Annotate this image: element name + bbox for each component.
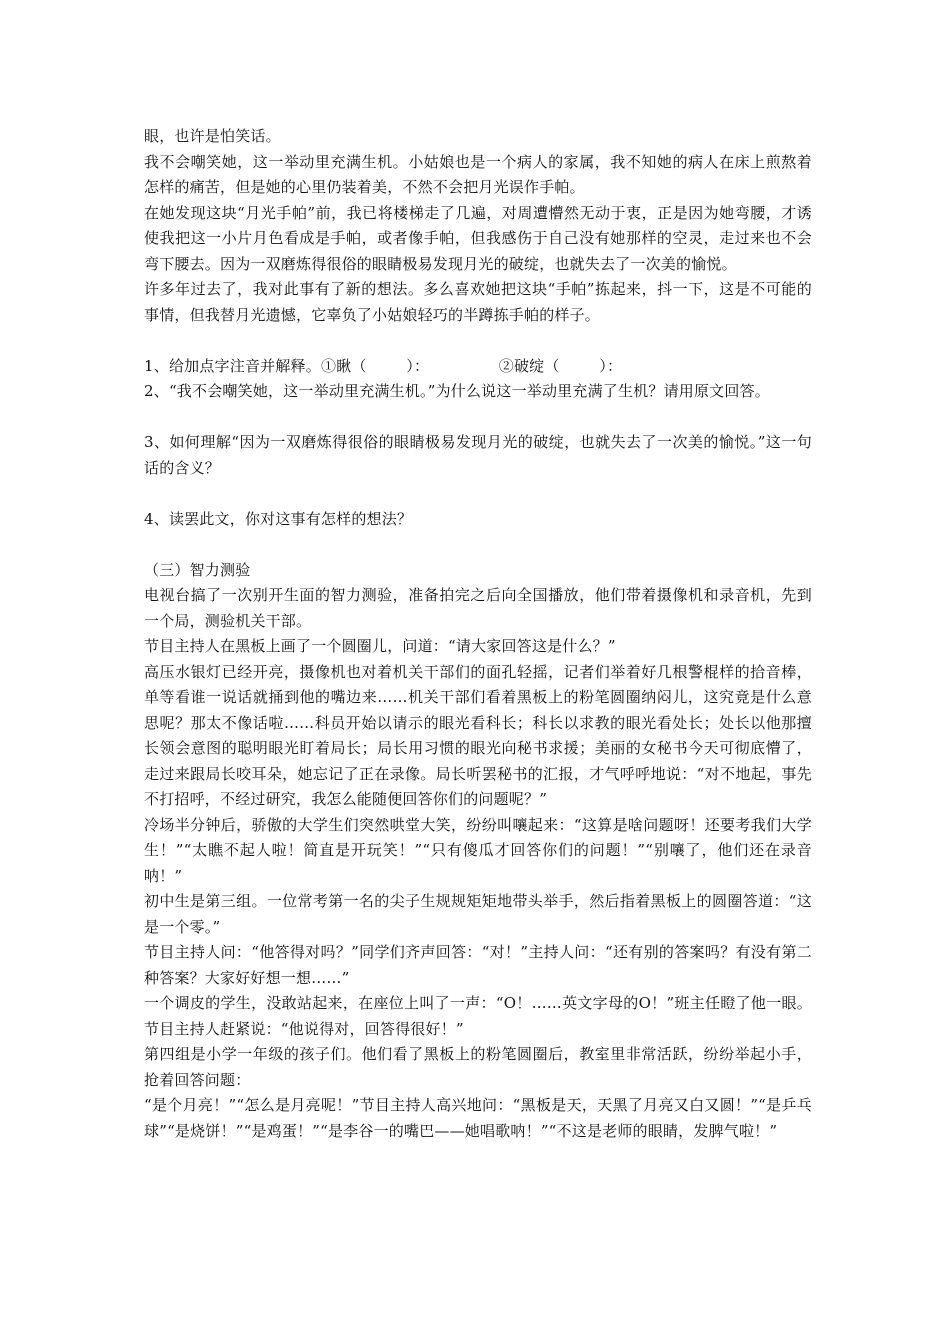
question-4: 4、读罢此文，你对这事有怎样的想法？ [144, 509, 413, 528]
question-1: 1、给加点字注音并解释。①瞅（ ）： ②破绽（ ）： [144, 356, 623, 375]
spacer [144, 481, 812, 507]
section-title: （三）智力测验 [144, 560, 251, 579]
paragraph: 节目主持人问：“他答得对吗？”同学们齐声回答：“对！”主持人问：“还有别的答案吗？有没有第二种答案？大家好好想一想……” [144, 943, 812, 987]
paragraph: 在她发现这块“月光手帕”前，我已将楼梯走了几遍，对周遭懵然无动于衷，正是因为她弯腰，才诱使我把这一小片月色看成是手帕，或者像手帕，但我感伤于自己没有她那样的空灵，走过来也不会弯下腰去。因为一双磨炼得很俗的眼睛极易发现月光的破绽，也就失去了一次美的愉悦。 [144, 203, 812, 273]
paragraph: 冷场半分钟后，骄傲的大学生们突然哄堂大笑，纷纷叫嚷起来：“这算是啥问题呀！还要考我们大学生！”“太瞧不起人啦！简直是开玩笑！”“只有傻瓜才回答你们的问题！”“别嚷了，他们还在录音呐！” [144, 815, 812, 885]
paragraph: 高压水银灯已经开亮，摄像机也对着机关干部们的面孔轻摇，记者们举着好几根警棍样的拾音棒，单等看谁一说话就捅到他的嘴边来……机关干部们看着黑板上的粉笔圆圈纳闷儿，这究竟是什么意思呢？那太不像话啦……科员开始以请示的眼光看科长；科长以求教的眼光看处长；处长以他那擅长领会意图的聪明眼光盯着局长；局长用习惯的眼光向秘书求援；美丽的女秘书今天可彻底懵了，走过来跟局长咬耳朵，她忘记了正在录像。局长听罢秘书的汇报，才气呼呼地说：“对不地起，事先不打招呼，不经过研究，我怎么能随便回答你们的问题呢？” [144, 662, 812, 808]
spacer [144, 328, 812, 354]
paragraph: 电视台搞了一次别开生面的智力测验，准备拍完之后向全国播放，他们带着摄像机和录音机，先到一个局，测验机关干部。 [144, 586, 812, 630]
paragraph: 许多年过去了，我对此事有了新的想法。多么喜欢她把这块“手帕”拣起来，抖一下，这是不可能的事情，但我替月光遗憾，它辜负了小姑娘轻巧的半蹲拣手帕的样子。 [144, 280, 812, 324]
question-2: 2、“我不会嘲笑她，这一举动里充满生机。”为什么说这一举动里充满了生机？请用原文回答。 [144, 382, 770, 400]
spacer [144, 532, 812, 558]
paragraph: 眼，也许是怕笑话。 [144, 127, 281, 145]
document-body [144, 124, 812, 1144]
paragraph: “是个月亮！”“怎么是月亮呢！”节目主持人高兴地问：“黑板是天，天黑了月亮又白又圆！”“是乒乓球”“是烧饼！”“是鸡蛋！”“是李谷一的嘴巴——她唱歌呐！”“不这是老师的眼睛，发脾气啦！” [144, 1096, 812, 1140]
paragraph: 我不会嘲笑她，这一举动里充满生机。小姑娘也是一个病人的家属，我不知她的病人在床上煎熬着怎样的痛苦，但是她的心里仍装着美，不然不会把月光误作手帕。 [144, 152, 812, 196]
paragraph: 初中生是第三组。一位常考第一名的尖子生规规矩矩地带头举手，然后指着黑板上的圆圈答道：“这是一个零。” [144, 892, 812, 936]
question-3: 3、如何理解“因为一双磨炼得很俗的眼睛极易发现月光的破绽，也就失去了一次美的愉悦。”这一句话的含义？ [144, 433, 812, 477]
paragraph: 第四组是小学一年级的孩子们。他们看了黑板上的粉笔圆圈后，教室里非常活跃，纷纷举起小手，抢着回答问题： [144, 1045, 812, 1089]
paragraph: 一个调皮的学生，没敢站起来，在座位上叫了一声：“O！……英文字母的O！”班主任瞪了他一眼。节目主持人赶紧说：“他说得对，回答得很好！” [144, 994, 812, 1038]
spacer [144, 405, 812, 431]
paragraph: 节目主持人在黑板上画了一个圆圈儿，问道：“请大家回答这是什么？” [144, 637, 616, 655]
